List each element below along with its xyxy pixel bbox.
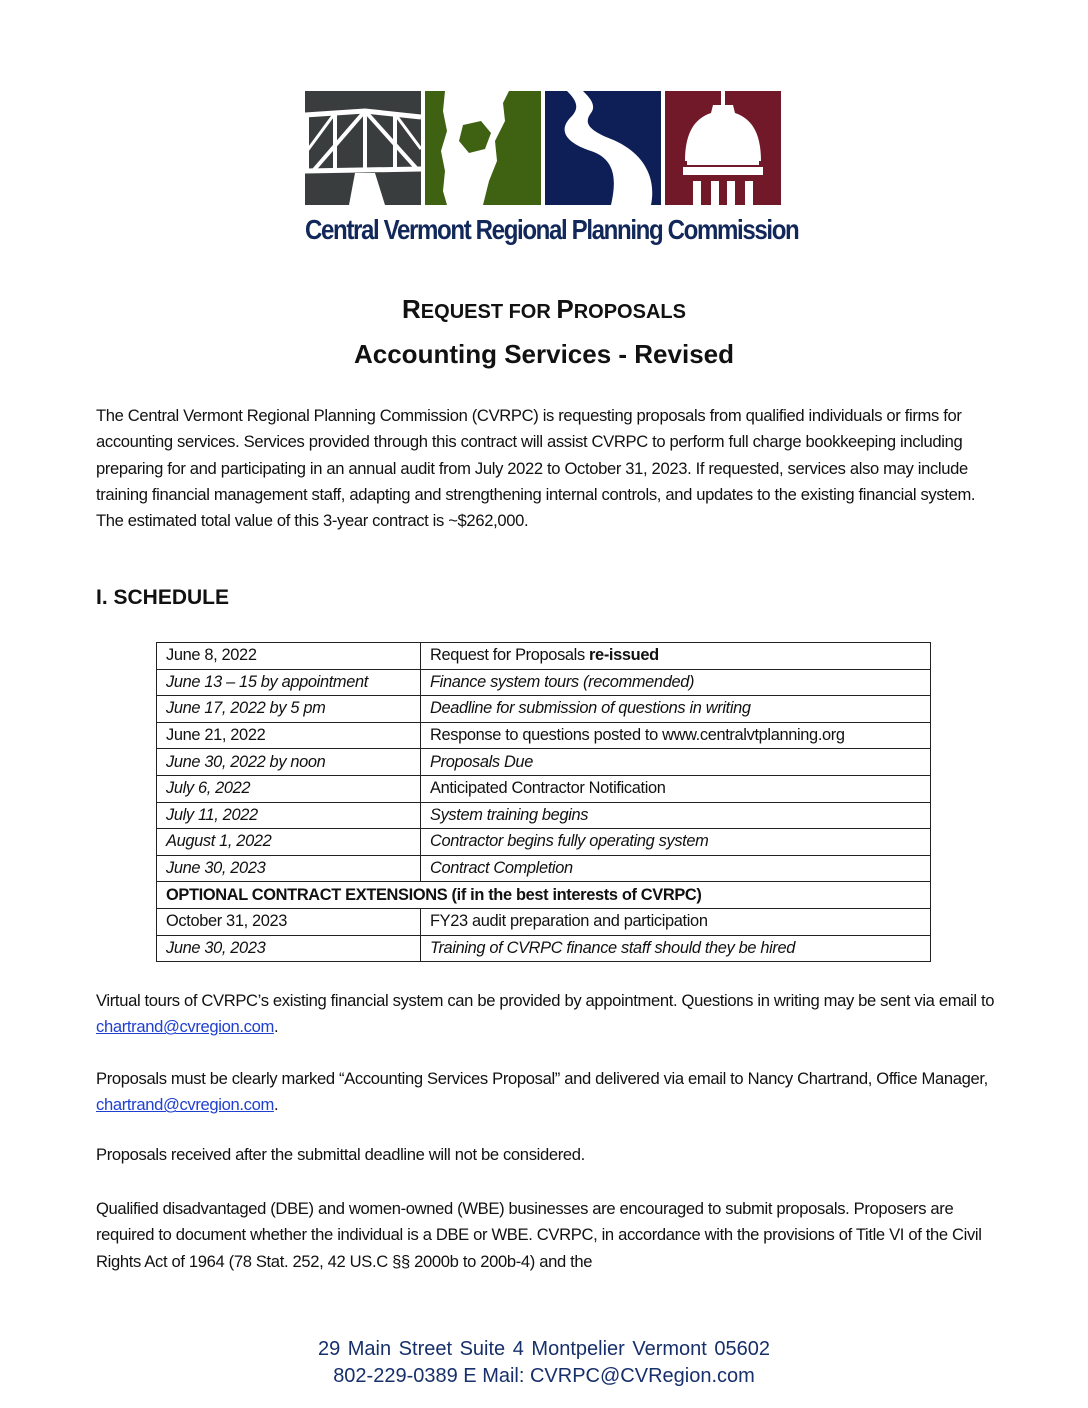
schedule-event: Anticipated Contractor Notification: [421, 775, 931, 802]
schedule-date: June 30, 2023: [157, 935, 421, 962]
schedule-date: June 30, 2023: [157, 855, 421, 882]
table-row: [157, 935, 931, 962]
schedule-date: June 30, 2022 by noon: [157, 749, 421, 776]
table-row: [157, 829, 931, 856]
deadline-paragraph: Proposals received after the submittal deadline will not be considered.: [96, 1145, 585, 1164]
document-title: [0, 294, 1088, 325]
schedule-date: August 1, 2022: [157, 829, 421, 856]
cvrpc-logo: [305, 91, 799, 251]
section-heading-schedule: I. SCHEDULE: [96, 586, 230, 609]
extensions-header: OPTIONAL CONTRACT EXTENSIONS (if in the best interests of CVRPC): [157, 882, 931, 909]
schedule-event: Deadline for submission of questions in writing: [421, 696, 931, 723]
title-smallcaps: EQUEST FOR: [420, 301, 557, 323]
schedule-event: [421, 643, 931, 670]
footer-contact: 802-229-0389 E Mail: CVRPC@CVRegion.com: [333, 1365, 755, 1387]
table-section-row: [157, 882, 931, 909]
email-link[interactable]: chartrand@cvregion.com: [96, 1095, 274, 1115]
table-row: [157, 696, 931, 723]
intro-paragraph: The Central Vermont Regional Planning Commission (CVRPC) is requesting proposals from qualified individuals or firms for accounting services. Services provided through this contract will assist CVRPC to perform full charge bookkeeping including preparing for and participating in an annual audit from July 2022 to October 31, 2023. If requested, services also may include training financial management staff, adapting and strengthening internal controls, and updates to the existing financial system. The estimated total value of this 3-year contract is ~$262,000.: [96, 406, 976, 531]
table-row: [157, 749, 931, 776]
schedule-event: Proposals Due: [421, 749, 931, 776]
vermont-map-icon: [425, 91, 541, 205]
table-row: [157, 775, 931, 802]
schedule-date: June 8, 2022: [157, 643, 421, 670]
schedule-event: FY23 audit preparation and participation: [421, 908, 931, 935]
schedule-event: System training begins: [421, 802, 931, 829]
event-emphasis: re-issued: [589, 646, 659, 665]
schedule-event: Finance system tours (recommended): [421, 669, 931, 696]
table-row: [157, 908, 931, 935]
email-link[interactable]: chartrand@cvregion.com: [96, 1017, 274, 1037]
schedule-event: Contractor begins fully operating system: [421, 829, 931, 856]
document-subtitle: Accounting Services - Revised: [353, 339, 735, 369]
submission-paragraph: [96, 1066, 996, 1119]
paragraph-text: .: [273, 1017, 279, 1037]
title-initial: R: [402, 294, 421, 324]
schedule-date: July 6, 2022: [157, 775, 421, 802]
table-row: [157, 855, 931, 882]
schedule-event: Response to questions posted to www.centralvtplanning.org: [421, 722, 931, 749]
schedule-date: July 11, 2022: [157, 802, 421, 829]
table-row: [157, 722, 931, 749]
schedule-event: Contract Completion: [421, 855, 931, 882]
river-icon: [545, 91, 661, 205]
paragraph-text: Virtual tours of CVRPC’s existing financial system can be provided by appointment. Questions in writing may be sent via email to: [96, 991, 995, 1010]
footer-address: 29 Main Street Suite 4 Montpelier Vermont 05602: [317, 1338, 771, 1360]
paragraph-text: Proposals must be clearly marked “Accounting Services Proposal” and delivered via email to Nancy Chartrand, Office Manager,: [96, 1069, 988, 1088]
schedule-date: October 31, 2023: [157, 908, 421, 935]
schedule-table: [156, 642, 931, 962]
organization-name: Central Vermont Regional Planning Commission: [305, 214, 799, 245]
capitol-dome-icon: [665, 91, 781, 205]
title-initial: P: [556, 294, 574, 324]
schedule-event: Training of CVRPC finance staff should they be hired: [421, 935, 931, 962]
dbe-wbe-paragraph: Qualified disadvantaged (DBE) and women-owned (WBE) businesses are encouraged to submit proposals. Proposers are required to document whether the individual is a DBE or WBE. CVRPC, in accordance with the provisions of Title VI of the Civil Rights Act of 1964 (78 Stat. 252, 42 US.C §§ 2000b to 200b-4) and the: [96, 1199, 982, 1271]
table-row: [157, 643, 931, 670]
logo-tiles: [305, 91, 783, 205]
schedule-date: June 17, 2022 by 5 pm: [157, 696, 421, 723]
table-row: [157, 802, 931, 829]
paragraph-text: .: [273, 1095, 279, 1115]
title-smallcaps: ROPOSALS: [573, 301, 686, 323]
event-text: Request for Proposals: [430, 646, 590, 665]
bridge-icon: [305, 91, 421, 205]
schedule-date: June 21, 2022: [157, 722, 421, 749]
schedule-date: June 13 – 15 by appointment: [157, 669, 421, 696]
virtual-tours-paragraph: [96, 988, 996, 1041]
table-row: [157, 669, 931, 696]
